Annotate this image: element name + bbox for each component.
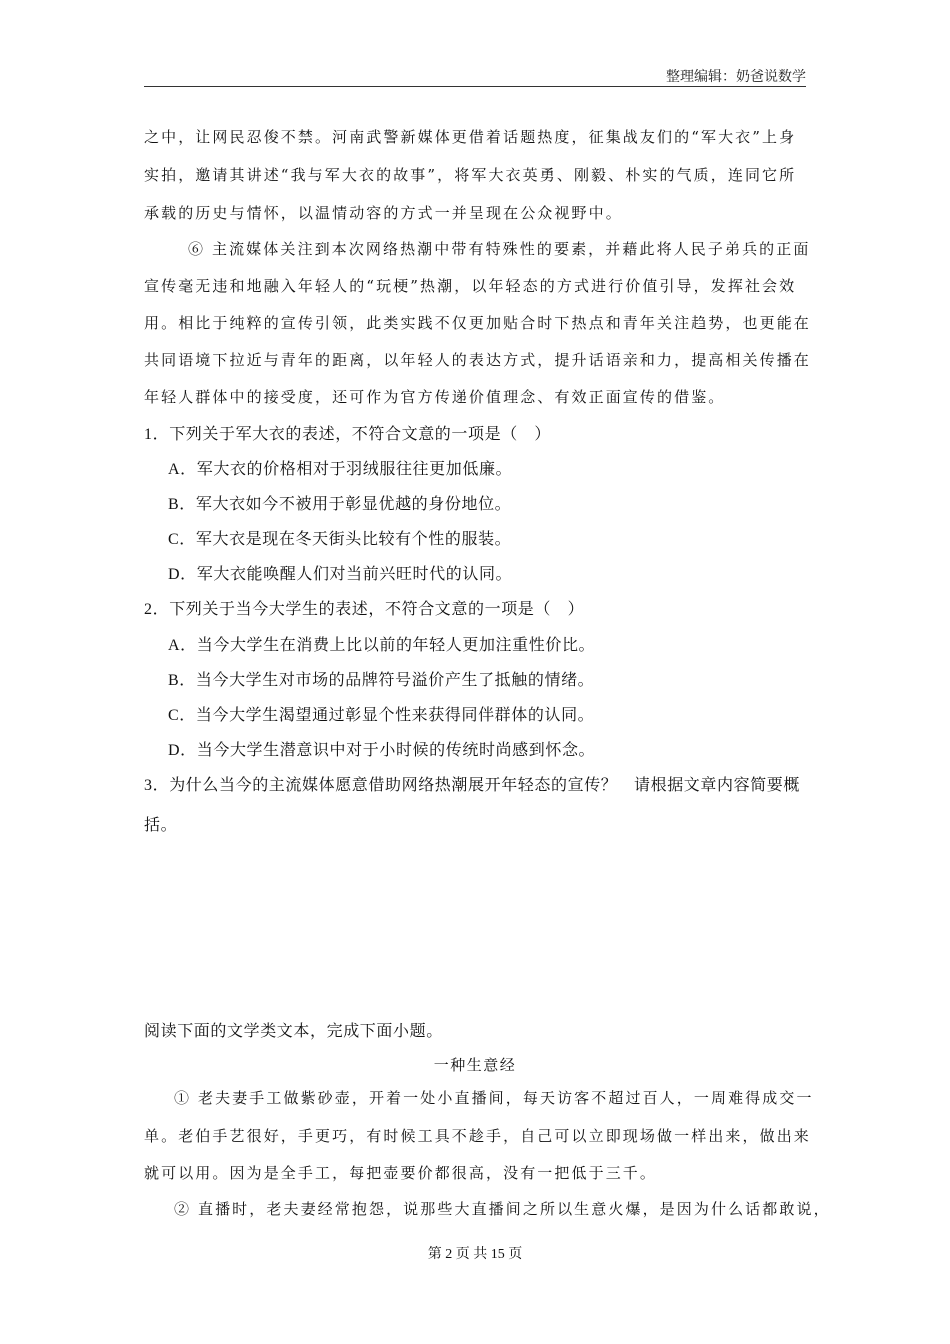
question-stem: 3．为什么当今的主流媒体愿意借助网络热潮展开年轻态的宣传？ 请根据文章内容简要概 — [144, 777, 801, 794]
header-divider — [144, 86, 806, 87]
passage-line: 实拍，邀请其讲述“我与军大衣的故事”，将军大衣英勇、刚毅、朴实的气质，连同它所 — [144, 166, 797, 184]
passage-line: 用。相比于纯粹的宣传引领，此类实践不仅更加贴合时下热点和青年关注趋势，也更能在 — [144, 314, 811, 332]
passage-line: 承载的历史与情怀，以温情动容的方式一并呈现在公众视野中。 — [144, 204, 623, 222]
section-instruction: 阅读下面的文学类文本，完成下面小题。 — [144, 1023, 443, 1040]
question-stem: 1．下列关于军大衣的表述，不符合文意的一项是（ ） — [144, 426, 552, 443]
page-footer: 第 2 页 共 15 页 — [427, 1247, 523, 1262]
question-stem-continued: 括。 — [144, 817, 178, 834]
story-title: 一种生意经 — [433, 1056, 517, 1074]
question-option: D．当今大学生潜意识中对于小时候的传统时尚感到怀念。 — [168, 742, 596, 759]
question-option: A．军大衣的价格相对于羽绒服往往更加低廉。 — [168, 461, 513, 478]
passage-line: ⑥ 主流媒体关注到本次网络热潮中带有特殊性的要素，并藉此将人民子弟兵的正面 — [188, 240, 811, 258]
story-line: ② 直播时，老夫妻经常抱怨，说那些大直播间之所以生意火爆，是因为什么话都敢说， — [174, 1200, 831, 1218]
passage-line: 年轻人群体中的接受度，还可作为官方传递价值理念、有效正面宣传的借鉴。 — [144, 388, 726, 406]
passage-line: 共同语境下拉近与青年的距离，以年轻人的表达方式，提升话语亲和力，提高相关传播在 — [144, 351, 811, 369]
story-line: ① 老夫妻手工做紫砂壶，开着一处小直播间，每天访客不超过百人，一周难得成交一 — [174, 1089, 814, 1107]
question-option: D．军大衣能唤醒人们对当前兴旺时代的认同。 — [168, 566, 513, 583]
question-option: C．当今大学生渴望通过彰显个性来获得同伴群体的认同。 — [168, 707, 595, 724]
passage-line: 之中，让网民忍俊不禁。河南武警新媒体更借着话题热度，征集战友们的“军大衣”上身 — [144, 128, 797, 146]
question-stem: 2．下列关于当今大学生的表述，不符合文意的一项是（ ） — [144, 601, 585, 618]
passage-line: 宣传毫无违和地融入年轻人的“玩梗”热潮，以年轻态的方式进行价值引导，发挥社会效 — [144, 277, 797, 295]
question-option: B．军大衣如今不被用于彰显优越的身份地位。 — [168, 496, 512, 513]
header-text: 整理编辑：奶爸说数学 — [666, 69, 806, 85]
question-option: A．当今大学生在消费上比以前的年轻人更加注重性价比。 — [168, 637, 596, 654]
question-option: B．当今大学生对市场的品牌符号溢价产生了抵触的情绪。 — [168, 672, 595, 689]
question-option: C．军大衣是现在冬天街头比较有个性的服装。 — [168, 531, 512, 548]
story-line: 单。老伯手艺很好，手更巧，有时候工具不趁手，自己可以立即现场做一样出来，做出来 — [144, 1127, 811, 1145]
story-line: 就可以用。因为是全手工，每把壶要价都很高，没有一把低于三千。 — [144, 1164, 658, 1182]
